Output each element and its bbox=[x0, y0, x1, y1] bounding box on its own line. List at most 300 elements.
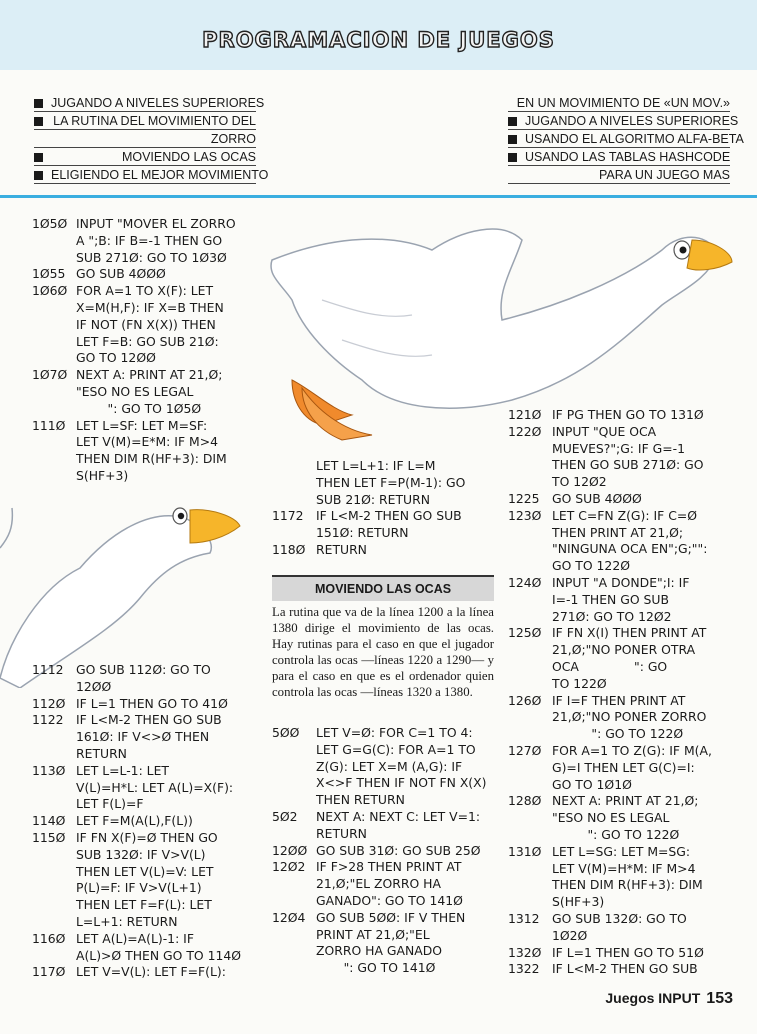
code-text: INPUT "A DONDE";I: IF bbox=[552, 574, 690, 590]
line-number: 131Ø bbox=[508, 843, 542, 859]
line-number bbox=[508, 558, 552, 575]
line-number bbox=[32, 451, 76, 468]
line-number bbox=[508, 810, 552, 827]
code-line bbox=[272, 759, 486, 776]
line-number bbox=[32, 729, 76, 746]
code-text: IF F>28 THEN PRINT AT bbox=[316, 859, 462, 875]
code-text: GO SUB 132Ø: GO TO bbox=[552, 910, 687, 926]
line-number: 116Ø bbox=[32, 930, 66, 946]
topic-item bbox=[34, 166, 269, 184]
square-bullet-icon bbox=[508, 135, 517, 144]
code-line bbox=[272, 843, 486, 860]
line-number bbox=[32, 847, 76, 864]
line-number bbox=[32, 780, 76, 797]
line-number bbox=[508, 827, 552, 844]
code-line bbox=[508, 726, 712, 743]
code-line bbox=[508, 491, 712, 508]
code-line bbox=[32, 864, 241, 881]
code-line bbox=[272, 927, 486, 944]
code-line bbox=[32, 712, 241, 729]
code-text: 21,Ø;"EL ZORRO HA bbox=[316, 876, 441, 892]
footer-brand: Juegos INPUT bbox=[605, 990, 701, 1006]
code-line bbox=[508, 693, 712, 710]
code-text: GO TO 12ØØ bbox=[76, 350, 156, 366]
code-text: LET L=SG: LET M=SG: bbox=[552, 843, 691, 859]
line-number bbox=[32, 864, 76, 881]
line-number: 1312 bbox=[508, 910, 540, 926]
line-number: 117Ø bbox=[32, 964, 66, 980]
code-text: LET L=L-1: LET bbox=[76, 762, 169, 778]
code-line bbox=[508, 659, 712, 676]
topic-item bbox=[34, 94, 265, 112]
code-line bbox=[508, 558, 712, 575]
code-line bbox=[508, 508, 712, 525]
code-text: LET L=SF: LET M=SF: bbox=[76, 417, 208, 433]
code-text: LET V(M)=E*M: IF M>4 bbox=[76, 434, 218, 450]
line-number: 12Ø2 bbox=[272, 859, 306, 875]
square-bullet-icon bbox=[508, 153, 517, 162]
line-number bbox=[272, 458, 316, 475]
line-number: 1122 bbox=[32, 712, 64, 728]
topic-item bbox=[508, 112, 739, 130]
code-text: GO SUB 4ØØØ bbox=[76, 266, 166, 282]
code-line bbox=[272, 492, 465, 509]
code-line bbox=[32, 897, 241, 914]
code-text: S(HF+3) bbox=[552, 894, 605, 910]
code-text: GO SUB 31Ø: GO SUB 25Ø bbox=[316, 842, 481, 858]
code-text: GANADO": GO TO 141Ø bbox=[316, 892, 463, 908]
line-number bbox=[32, 679, 76, 696]
code-line bbox=[508, 592, 712, 609]
code-line bbox=[508, 911, 712, 928]
line-number: 1Ø5Ø bbox=[32, 216, 68, 231]
line-number: 126Ø bbox=[508, 692, 542, 708]
code-text: 21,Ø;"NO PONER ZORRO bbox=[552, 709, 707, 725]
code-text: LET F(L)=F bbox=[76, 796, 144, 812]
code-line bbox=[32, 266, 236, 283]
code-line bbox=[32, 367, 236, 384]
code-text: X<>F THEN IF NOT FN X(X) bbox=[316, 775, 487, 791]
line-number: 114Ø bbox=[32, 813, 66, 829]
line-number bbox=[32, 250, 76, 267]
code-line bbox=[508, 894, 712, 911]
code-text: LET V(M)=H*M: IF M>4 bbox=[552, 860, 696, 876]
code-line bbox=[272, 742, 486, 759]
code-text: FOR A=1 TO Z(G): IF M(A, bbox=[552, 742, 712, 758]
code-line bbox=[508, 642, 712, 659]
line-number bbox=[508, 474, 552, 491]
code-line bbox=[32, 451, 236, 468]
section-paragraph: La rutina que va de la línea 1200 a la línea 1380 dirige el movimiento de las ocas. Hay rutinas para el caso en que el jugador controla las ocas —líneas 1220 a 1290— y para el caso en que es el ordenador quien controla las ocas —líneas 1320 a 1380. bbox=[272, 605, 494, 699]
line-number bbox=[272, 475, 316, 492]
code-text: IF FN X(I) THEN PRINT AT bbox=[552, 625, 707, 641]
page-footer bbox=[605, 990, 733, 1008]
line-number: 123Ø bbox=[508, 507, 542, 523]
code-text: THEN LET F=F(L): LET bbox=[76, 897, 212, 913]
code-line bbox=[508, 777, 712, 794]
code-line bbox=[32, 796, 241, 813]
line-number bbox=[272, 775, 316, 792]
line-number: 122Ø bbox=[508, 423, 542, 439]
line-number: 121Ø bbox=[508, 407, 542, 422]
code-text: THEN DIM R(HF+3): DIM bbox=[76, 451, 227, 467]
line-number bbox=[32, 468, 76, 485]
line-number bbox=[508, 709, 552, 726]
code-line bbox=[272, 960, 486, 977]
code-line bbox=[272, 525, 465, 542]
code-text: ": GO TO 122Ø bbox=[552, 826, 680, 842]
code-text: RETURN bbox=[76, 745, 127, 761]
code-line bbox=[32, 233, 236, 250]
code-line bbox=[508, 625, 712, 642]
code-line bbox=[508, 945, 712, 962]
code-text: SUB 21Ø: RETURN bbox=[316, 491, 430, 507]
code-text: A ";B: IF B=-1 THEN GO bbox=[76, 232, 223, 248]
code-line bbox=[272, 809, 486, 826]
topics-left bbox=[34, 94, 269, 184]
code-text: LET A(L)=A(L)-1: IF bbox=[76, 930, 194, 946]
line-number bbox=[508, 642, 552, 659]
goose-head-illustration bbox=[0, 488, 250, 688]
code-text: L=L+1: RETURN bbox=[76, 913, 178, 929]
code-text: MUEVES?";G: IF G=-1 bbox=[552, 440, 685, 456]
line-number bbox=[508, 777, 552, 794]
line-number: 128Ø bbox=[508, 793, 542, 809]
code-col2-top bbox=[272, 458, 465, 559]
line-number bbox=[508, 609, 552, 626]
code-text: A(L)>Ø THEN GO TO 114Ø bbox=[76, 947, 241, 963]
line-number bbox=[508, 592, 552, 609]
topic-item bbox=[34, 130, 256, 148]
line-number bbox=[508, 726, 552, 743]
line-number bbox=[272, 960, 316, 977]
code-text: 151Ø: RETURN bbox=[316, 525, 409, 541]
line-number bbox=[272, 492, 316, 509]
topics-right bbox=[508, 94, 744, 184]
code-text: IF L<M-2 THEN GO SUB bbox=[316, 508, 462, 524]
section-title: PROGRAMACION DE JUEGOS bbox=[202, 28, 555, 52]
topic-text: LA RUTINA DEL MOVIMIENTO DEL bbox=[53, 114, 256, 128]
line-number bbox=[272, 826, 316, 843]
code-line bbox=[272, 775, 486, 792]
line-number bbox=[32, 434, 76, 451]
square-bullet-icon bbox=[508, 117, 517, 126]
code-text: "ESO NO ES LEGAL bbox=[552, 810, 670, 826]
topic-text: USANDO EL ALGORITMO ALFA-BETA bbox=[525, 132, 744, 146]
code-text: X=M(H,F): IF X=B THEN bbox=[76, 299, 224, 315]
line-number: 1Ø6Ø bbox=[32, 283, 68, 299]
code-text: LET F=M(A(L),F(L)) bbox=[76, 813, 193, 829]
code-text: 1Ø2Ø bbox=[552, 927, 588, 943]
code-text: "NINGUNA OCA EN";G;"": bbox=[552, 541, 708, 557]
code-line bbox=[32, 948, 241, 965]
topic-item bbox=[508, 94, 730, 112]
line-number: 12Ø4 bbox=[272, 909, 306, 925]
code-text: IF L=1 THEN GO TO 51Ø bbox=[552, 944, 704, 960]
code-text: IF L=1 THEN GO TO 41Ø bbox=[76, 695, 228, 711]
code-text: 12ØØ bbox=[76, 678, 112, 694]
topic-text: USANDO LAS TABLAS HASHCODE bbox=[525, 150, 731, 164]
code-text: PRINT AT 21,Ø;"EL bbox=[316, 926, 430, 942]
code-text: LET L=L+1: IF L=M bbox=[316, 458, 436, 473]
code-text: TO 122Ø bbox=[552, 675, 607, 691]
line-number bbox=[508, 877, 552, 894]
code-line bbox=[32, 384, 236, 401]
code-line bbox=[32, 679, 241, 696]
code-text: IF I=F THEN PRINT AT bbox=[552, 692, 686, 708]
line-number: 112Ø bbox=[32, 695, 66, 711]
code-line bbox=[508, 676, 712, 693]
code-line bbox=[272, 943, 486, 960]
line-number bbox=[508, 894, 552, 911]
code-line bbox=[272, 893, 486, 910]
code-text: LET V=V(L): LET F=F(L): bbox=[76, 964, 226, 980]
code-text: THEN RETURN bbox=[316, 792, 405, 808]
code-text: GO SUB 112Ø: GO TO bbox=[76, 662, 211, 677]
code-text: OCA ": GO bbox=[552, 658, 668, 674]
code-text: FOR A=1 TO X(F): LET bbox=[76, 283, 214, 299]
code-line bbox=[32, 964, 241, 981]
code-line bbox=[508, 457, 712, 474]
code-line bbox=[32, 334, 236, 351]
code-text: THEN GO SUB 271Ø: GO bbox=[552, 457, 704, 473]
line-number bbox=[508, 861, 552, 878]
line-number bbox=[272, 943, 316, 960]
topic-text: ELIGIENDO EL MEJOR MOVIMIENTO bbox=[51, 168, 269, 182]
code-line bbox=[32, 746, 241, 763]
code-text: SUB 132Ø: IF V>V(L) bbox=[76, 846, 206, 862]
code-text: NEXT A: PRINT AT 21,Ø; bbox=[552, 793, 699, 809]
code-text: GO SUB 4ØØØ bbox=[552, 490, 642, 506]
line-number: 111Ø bbox=[32, 417, 66, 433]
code-line bbox=[508, 525, 712, 542]
code-text: 161Ø: IF V<>Ø THEN bbox=[76, 729, 210, 745]
line-number bbox=[32, 384, 76, 401]
topic-item bbox=[508, 166, 730, 184]
code-line bbox=[508, 709, 712, 726]
code-text: GO SUB 5ØØ: IF V THEN bbox=[316, 909, 466, 925]
code-line bbox=[508, 424, 712, 441]
code-line bbox=[272, 876, 486, 893]
code-line bbox=[508, 810, 712, 827]
line-number bbox=[32, 746, 76, 763]
code-line bbox=[32, 696, 241, 713]
code-text: LET C=FN Z(G): IF C=Ø bbox=[552, 507, 697, 523]
code-line bbox=[32, 813, 241, 830]
code-line bbox=[272, 542, 465, 559]
topic-text: ZORRO bbox=[210, 132, 256, 146]
code-line bbox=[272, 725, 486, 742]
code-line bbox=[32, 216, 236, 233]
code-line bbox=[32, 729, 241, 746]
line-number: 1322 bbox=[508, 961, 540, 977]
code-line bbox=[32, 847, 241, 864]
square-bullet-icon bbox=[34, 99, 43, 108]
code-line bbox=[32, 880, 241, 897]
code-line bbox=[32, 914, 241, 931]
code-line bbox=[272, 826, 486, 843]
line-number bbox=[508, 525, 552, 542]
line-number bbox=[32, 300, 76, 317]
code-text: THEN DIM R(HF+3): DIM bbox=[552, 877, 703, 893]
topic-item bbox=[508, 148, 730, 166]
code-text: ": GO TO 1Ø5Ø bbox=[76, 400, 202, 416]
code-line bbox=[32, 418, 236, 435]
code-line bbox=[508, 407, 712, 424]
code-text: Z(G): LET X=M (A,G): IF bbox=[316, 758, 463, 774]
code-line bbox=[32, 780, 241, 797]
code-text: IF L<M-2 THEN GO SUB bbox=[76, 712, 222, 728]
code-text: THEN LET V(L)=V: LET bbox=[76, 863, 214, 879]
code-col1-bottom bbox=[32, 662, 241, 981]
line-number bbox=[272, 525, 316, 542]
line-number bbox=[32, 897, 76, 914]
code-line bbox=[32, 300, 236, 317]
topic-text: PARA UN JUEGO MAS bbox=[598, 168, 730, 182]
line-number: 113Ø bbox=[32, 762, 66, 778]
page-number: 153 bbox=[706, 990, 733, 1007]
code-line bbox=[272, 859, 486, 876]
code-line bbox=[32, 401, 236, 418]
code-line bbox=[508, 760, 712, 777]
line-number bbox=[508, 676, 552, 693]
code-text: SUB 271Ø: GO TO 1Ø3Ø bbox=[76, 249, 227, 265]
code-text: I=-1 THEN GO SUB bbox=[552, 591, 669, 607]
code-line bbox=[32, 250, 236, 267]
code-line bbox=[272, 475, 465, 492]
line-number: 12ØØ bbox=[272, 842, 308, 858]
line-number: 125Ø bbox=[508, 625, 542, 641]
line-number: 118Ø bbox=[272, 541, 306, 557]
section-box-title: MOVIENDO LAS OCAS bbox=[272, 575, 494, 601]
code-line bbox=[32, 350, 236, 367]
line-number bbox=[508, 457, 552, 474]
line-number bbox=[32, 401, 76, 418]
code-line bbox=[508, 541, 712, 558]
line-number: 1172 bbox=[272, 508, 304, 524]
code-text: G)=I THEN LET G(C)=I: bbox=[552, 759, 695, 775]
line-number bbox=[32, 334, 76, 351]
code-line bbox=[508, 474, 712, 491]
code-line bbox=[32, 662, 241, 679]
code-text: "ESO NO ES LEGAL bbox=[76, 383, 194, 399]
code-text: LET F=B: GO SUB 21Ø: bbox=[76, 333, 219, 349]
code-text: GO TO 1Ø1Ø bbox=[552, 776, 632, 792]
topic-text: EN UN MOVIMIENTO DE «UN MOV.» bbox=[516, 96, 730, 110]
line-number: 124Ø bbox=[508, 574, 542, 590]
code-text: GO TO 122Ø bbox=[552, 558, 630, 574]
line-number bbox=[508, 928, 552, 945]
code-text: LET G=G(C): FOR A=1 TO bbox=[316, 741, 476, 757]
code-text: RETURN bbox=[316, 541, 367, 557]
line-number bbox=[32, 350, 76, 367]
code-line bbox=[32, 931, 241, 948]
code-line bbox=[508, 928, 712, 945]
code-line bbox=[272, 458, 465, 475]
code-text: THEN LET F=P(M-1): GO bbox=[316, 474, 466, 490]
code-text: THEN PRINT AT 21,Ø; bbox=[552, 524, 684, 540]
code-text: NEXT A: PRINT AT 21,Ø; bbox=[76, 367, 223, 383]
code-line bbox=[508, 743, 712, 760]
line-number: 5ØØ bbox=[272, 725, 300, 740]
topic-item bbox=[34, 148, 256, 166]
divider bbox=[0, 195, 757, 198]
code-line bbox=[508, 609, 712, 626]
line-number bbox=[508, 441, 552, 458]
line-number bbox=[508, 659, 552, 676]
code-text: ": GO TO 141Ø bbox=[316, 960, 436, 976]
line-number: 1112 bbox=[32, 662, 64, 677]
code-text: NEXT A: NEXT C: LET V=1: bbox=[316, 808, 481, 824]
line-number bbox=[32, 317, 76, 334]
line-number bbox=[508, 541, 552, 558]
code-line bbox=[508, 844, 712, 861]
code-text: IF NOT (FN X(X)) THEN bbox=[76, 316, 216, 332]
line-number bbox=[508, 760, 552, 777]
code-text: 21,Ø;"NO PONER OTRA bbox=[552, 642, 696, 658]
code-line bbox=[508, 861, 712, 878]
code-text: 271Ø: GO TO 12Ø2 bbox=[552, 608, 672, 624]
code-col1-top bbox=[32, 216, 236, 485]
line-number bbox=[32, 914, 76, 931]
square-bullet-icon bbox=[34, 117, 43, 126]
code-line bbox=[272, 508, 465, 525]
code-text: S(HF+3) bbox=[76, 467, 129, 483]
line-number: 5Ø2 bbox=[272, 808, 298, 824]
line-number bbox=[32, 233, 76, 250]
line-number: 127Ø bbox=[508, 742, 542, 758]
code-line bbox=[32, 763, 241, 780]
code-text: IF PG THEN GO TO 131Ø bbox=[552, 407, 704, 422]
code-text: V(L)=H*L: LET A(L)=X(F): bbox=[76, 779, 234, 795]
code-line bbox=[508, 877, 712, 894]
line-number bbox=[32, 948, 76, 965]
code-line bbox=[508, 961, 712, 978]
line-number: 1225 bbox=[508, 490, 540, 506]
line-number: 1Ø55 bbox=[32, 266, 66, 282]
code-text: TO 12Ø2 bbox=[552, 474, 607, 490]
topic-item bbox=[34, 112, 256, 130]
code-text: INPUT "QUE OCA bbox=[552, 423, 657, 439]
line-number bbox=[272, 759, 316, 776]
line-number bbox=[272, 792, 316, 809]
code-col3 bbox=[508, 407, 712, 978]
code-line bbox=[508, 575, 712, 592]
code-col2-bottom bbox=[272, 725, 486, 977]
square-bullet-icon bbox=[34, 171, 43, 180]
code-line bbox=[508, 793, 712, 810]
line-number: 132Ø bbox=[508, 944, 542, 960]
code-line bbox=[272, 792, 486, 809]
code-text: LET V=Ø: FOR C=1 TO 4: bbox=[316, 725, 473, 740]
code-text: IF FN X(F)=Ø THEN GO bbox=[76, 829, 218, 845]
code-line bbox=[508, 441, 712, 458]
code-line bbox=[32, 317, 236, 334]
topic-text: JUGANDO A NIVELES SUPERIORES bbox=[525, 114, 739, 128]
code-text: ZORRO HA GANADO bbox=[316, 943, 442, 959]
line-number bbox=[272, 893, 316, 910]
line-number bbox=[272, 742, 316, 759]
line-number bbox=[272, 876, 316, 893]
topic-item bbox=[508, 130, 744, 148]
code-text: P(L)=F: IF V>V(L+1) bbox=[76, 880, 202, 896]
code-line bbox=[272, 910, 486, 927]
code-line bbox=[32, 468, 236, 485]
code-line bbox=[32, 830, 241, 847]
line-number bbox=[272, 927, 316, 944]
square-bullet-icon bbox=[34, 153, 43, 162]
line-number: 115Ø bbox=[32, 829, 66, 845]
